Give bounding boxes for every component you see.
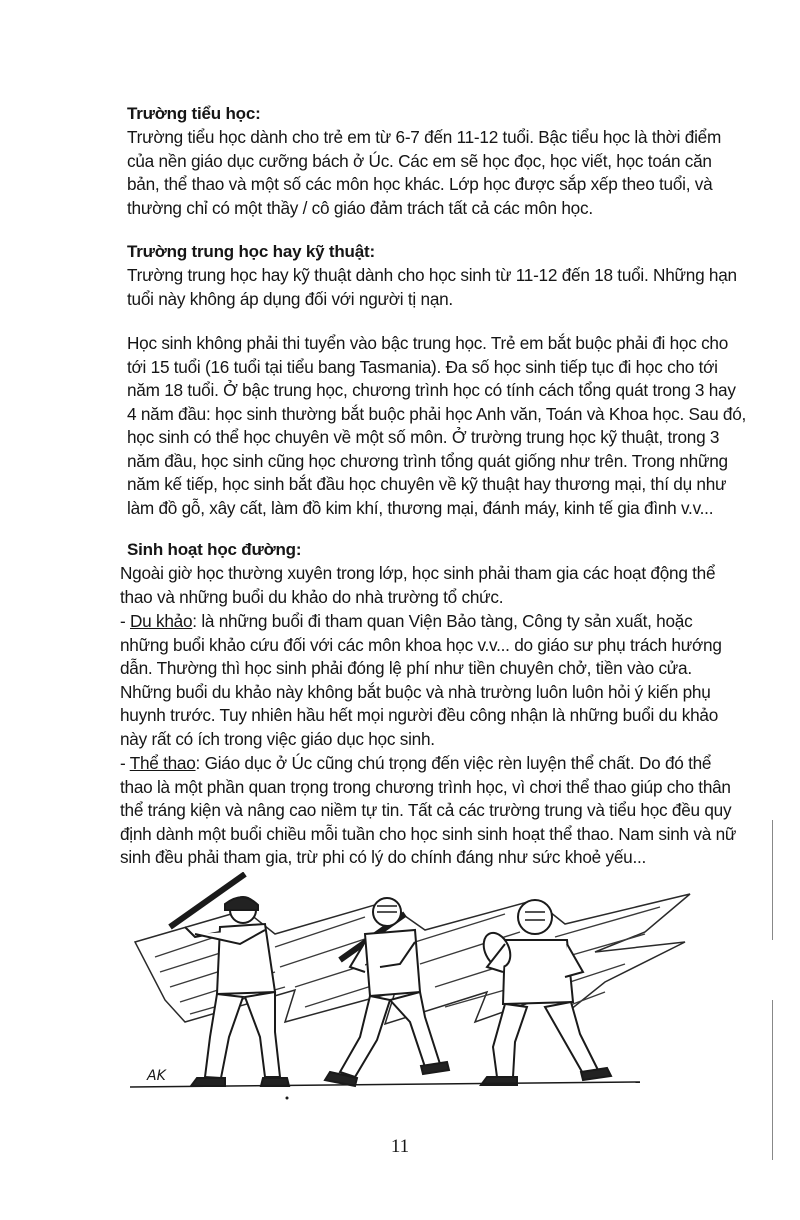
sports-text: : Giáo dục ở Úc cũng chú trọng đến việc rèn luyện thể chất. Do đó thể thao là một phần quan trọng trong chương trình học, vì chơi thể thao giúp cho thân thể tráng kiện và nâng cao niềm tự tin. Tất cả các trường trung và tiểu học đều quy định dành một buổi chiều mỗi tuần cho học sinh sinh hoạt thể thao. Nam sinh và nữ sinh đều phải tham gia, trừ phi có lý do chính đáng như sức khoẻ yếu... (120, 753, 737, 867)
paragraph-primary-school: Trường tiểu học dành cho trẻ em từ 6-7 đến 11-12 tuổi. Bậc tiểu học là thời điểm của nền giáo dục cưỡng bách ở Úc. Các em sẽ học đọc, học viết, học toán căn bản, thể thao và một số các môn học khác. Lớp học được sắp xếp theo tuổi, và thường chỉ có một thầy / cô giáo đảm trách tất cả các môn học. (127, 127, 722, 218)
paragraph-field-trips (120, 610, 744, 751)
paragraph-secondary-age: Trường trung học hay kỹ thuật dành cho học sinh từ 11-12 đến 18 tuổi. Những hạn tuổi này không áp dụng đối với người tị nạn. (127, 265, 737, 309)
illustration-signature: AK (147, 1068, 166, 1084)
heading-primary-school: Trường tiểu học: (127, 104, 261, 123)
scan-edge-mark (772, 1000, 773, 1160)
heading-school-activities: Sinh hoạt học đường: (127, 540, 302, 559)
paragraph-sports (120, 752, 744, 870)
heading-secondary-school: Trường trung học hay kỹ thuật: (127, 242, 375, 261)
list-dash: - (120, 753, 130, 773)
paragraph-activities-intro: Ngoài giờ học thường xuyên trong lớp, học sinh phải tham gia các hoạt động thể thao và những buổi du khảo do nhà trường tổ chức. (120, 563, 716, 607)
sports-illustration (125, 872, 695, 1112)
term-sports: Thể thao (129, 753, 196, 773)
paragraph-secondary-curriculum: Học sinh không phải thi tuyển vào bậc trung học. Trẻ em bắt buộc phải đi học cho tới 15 tuổi (16 tuổi tại tiểu bang Tasmania). Đa số học sinh tiếp tục đi học cho tới năm 18 tuổi. Ở bậc trung học, chương trình học có tính cách tổng quát trong 3 hay 4 năm đầu: học sinh thường bắt buộc phải học Anh văn, Toán và Khoa học. Sau đó, học sinh có thể học chuyên về một số môn. Ở trường trung học kỹ thuật, trong 3 năm đầu, học sinh cũng học chương trình tổng quát giống như trên. Trong những năm kế tiếp, học sinh bắt đầu học chuyên về kỹ thuật hay thương mại, thí dụ như làm đồ gỗ, xây cất, làm đồ kim khí, thương mại, đánh máy, kinh tế gia đình v.v... (127, 333, 747, 518)
field-trips-text: : là những buổi đi tham quan Viện Bảo tàng, Công ty sản xuất, hoặc những buổi khảo cứu đối với các môn khoa học v.v... do giáo sư phụ trách hướng dẫn. Thường thì học sinh phải đóng lệ phí như tiền chuyên chở, tiền vào cửa. Những buổi du khảo này không bắt buộc và nhà trường luôn luôn hỏi ý kiến phụ huynh trước. Tuy nhiên hầu hết mọi người đều công nhận là những buổi du khảo này rất có ích trong việc giáo dục học sinh. (120, 611, 722, 749)
page-number: 11 (390, 1136, 410, 1157)
list-dash: - (120, 611, 130, 631)
scan-edge-mark (772, 820, 773, 940)
term-field-trips: Du khảo (130, 611, 193, 631)
